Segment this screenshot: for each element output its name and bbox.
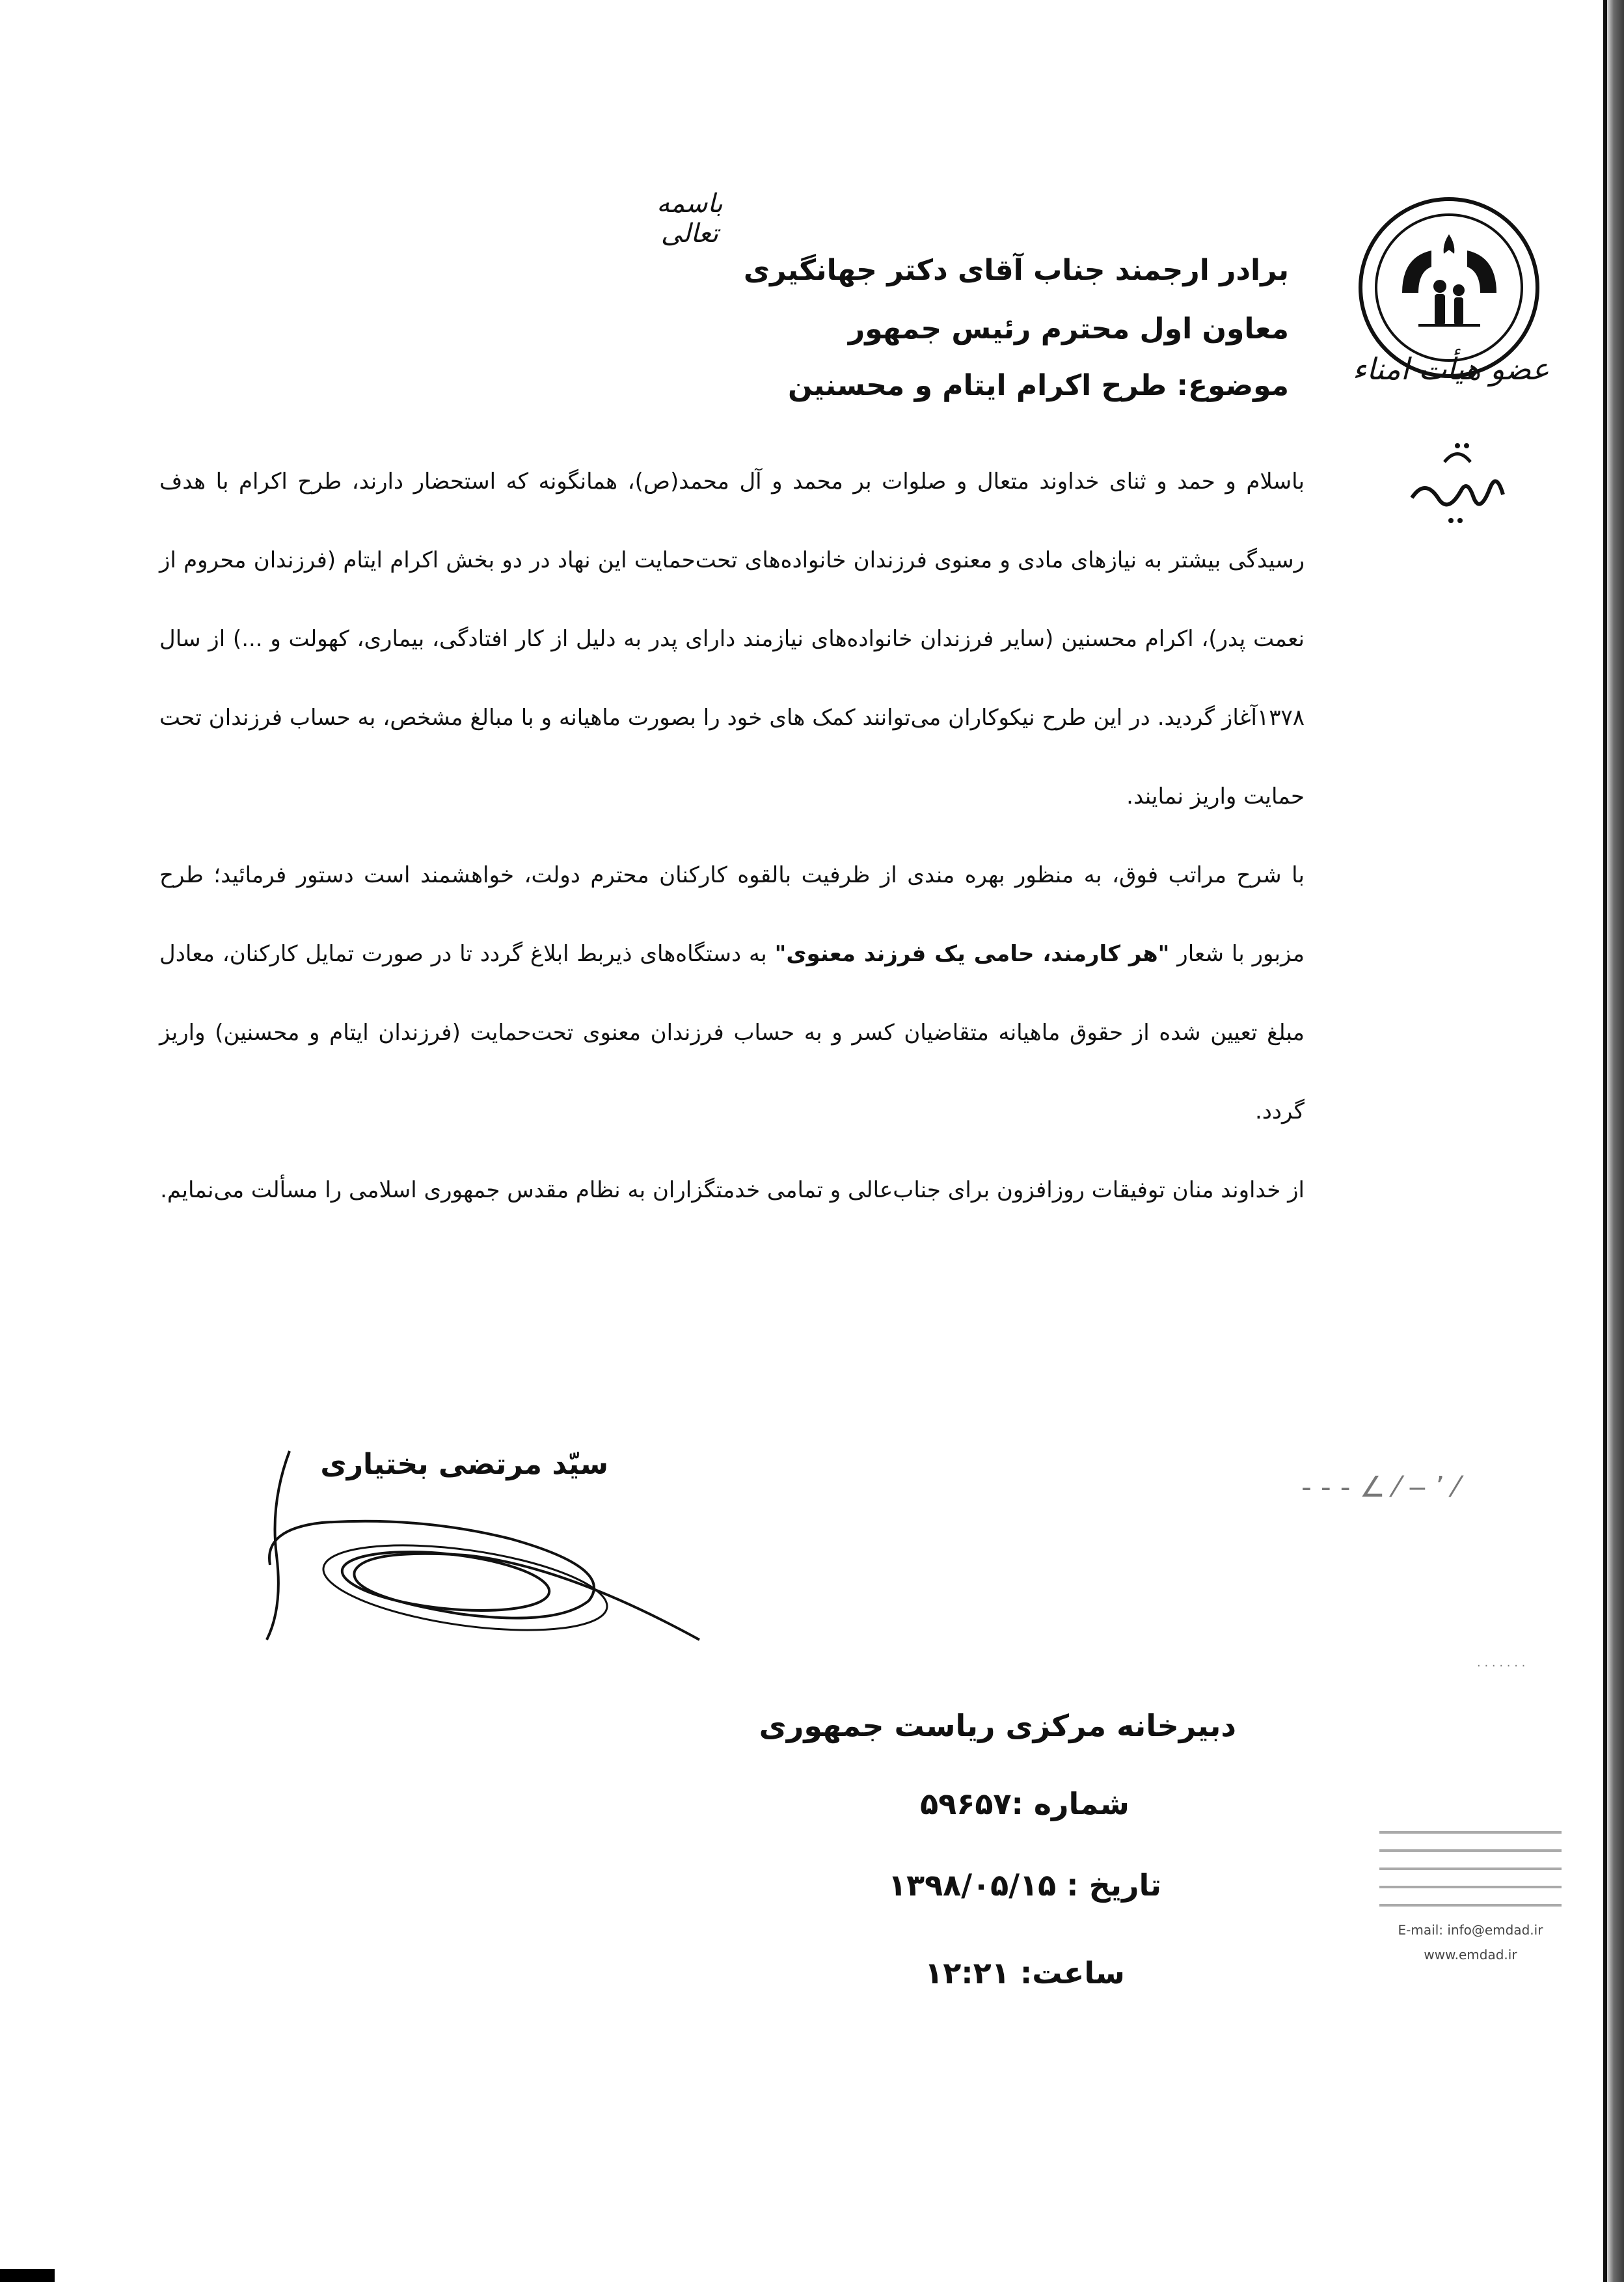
scan-source-mark: [0, 2269, 55, 2282]
body-paragraph-3: از خداوند منان توفیقات روزافزون برای جناب‌عالی و تمامی خدمتگزاران به نظام مقدس جمهوری اسلامی را مسألت می‌نمایم.: [160, 1177, 1305, 1203]
campaign-slogan: "هر کارمند، حامی یک فرزند معنوی": [774, 941, 1170, 967]
handwritten-signature: [250, 1425, 719, 1659]
body-paragraph-2-end: به دستگاه‌های ذیربط ابلاغ گردد تا در صورت تمایل کارکنان، معادل مبلغ تعیین شده از حقوق ماهیانه متقاضیان کسر و به حساب فرزندان معنوی تحت‌حمایت (فرزندان ایتام و محسنین) واریز گردد.: [159, 941, 1305, 1124]
contact-email: E-mail: info@emdad.ir: [1398, 1922, 1543, 1938]
contact-line: [1379, 1849, 1562, 1852]
body-paragraph-2: [159, 836, 1305, 1151]
contact-block: [1379, 1815, 1562, 1963]
registration-time: ساعت: ۱۲:۲۱: [925, 1955, 1125, 1990]
signer-name: سیّد مرتضی بختیاری: [320, 1448, 608, 1481]
faint-serial-mark: · · · · · · ·: [1477, 1659, 1526, 1673]
contact-line: [1379, 1868, 1562, 1870]
body-paragraph-2-start: با شرح مراتب فوق، به منظور بهره مندی از ظرفیت بالقوه کارکنان محترم دولت، خواهشمند است دستور فرمائید؛ طرح مزبور با شعار: [159, 862, 1305, 967]
recipient-line: برادر ارجمند جناب آقای دکتر جهانگیری: [743, 254, 1289, 287]
contact-line: [1379, 1831, 1562, 1834]
letter-body: [159, 442, 1305, 1230]
handwritten-title-signature: [1399, 400, 1516, 530]
body-paragraph-1: باسلام و حمد و ثنای خداوند متعال و صلوات بر محمد و آل محمد(ص)، همانگونه که استحضار دارند، طرح اکرام با هدف رسیدگی بیشتر به نیازهای مادی و معنوی فرزندان خانواده‌های تحت‌حمایت این نهاد در دو بخش اکرام ایتام (فرزندان محروم از نعمت پدر)، اکرام محسنین (سایر فرزندان خانواده‌های نیازمند دارای پدر به دلیل از کار افتادگی، بیماری، کهولت و ...) از سال ۱۳۷۸آغاز گردید. در این طرح نیکوکاران می‌توانند کمک های خود را بصورت ماهیانه و با مبالغ مشخص، به حساب فرزندان تحت حمایت واریز نمایند.: [159, 469, 1305, 809]
scan-edge: [1607, 0, 1624, 2282]
subject-line: موضوع: طرح اکرام ایتام و محسنین: [788, 369, 1289, 402]
faint-number-stamp: - - - ∠ ⁄ ‒ ’ ⁄: [1301, 1471, 1459, 1504]
invocation: باسمه تعالی: [656, 189, 723, 249]
contact-line: [1379, 1886, 1562, 1888]
registration-date: تاریخ : ۱۳۹۸/۰۵/۱۵: [887, 1868, 1162, 1903]
trustee-caption: عضو هیأت امناء: [1352, 351, 1550, 387]
position-line: معاون اول محترم رئیس جمهور: [848, 312, 1289, 346]
contact-website: www.emdad.ir: [1424, 1947, 1517, 1963]
contact-line: [1379, 1904, 1562, 1907]
registration-office: دبیرخانه مرکزی ریاست جمهوری: [759, 1708, 1236, 1743]
registration-number: شماره :۵۹۶۵۷: [920, 1786, 1130, 1821]
